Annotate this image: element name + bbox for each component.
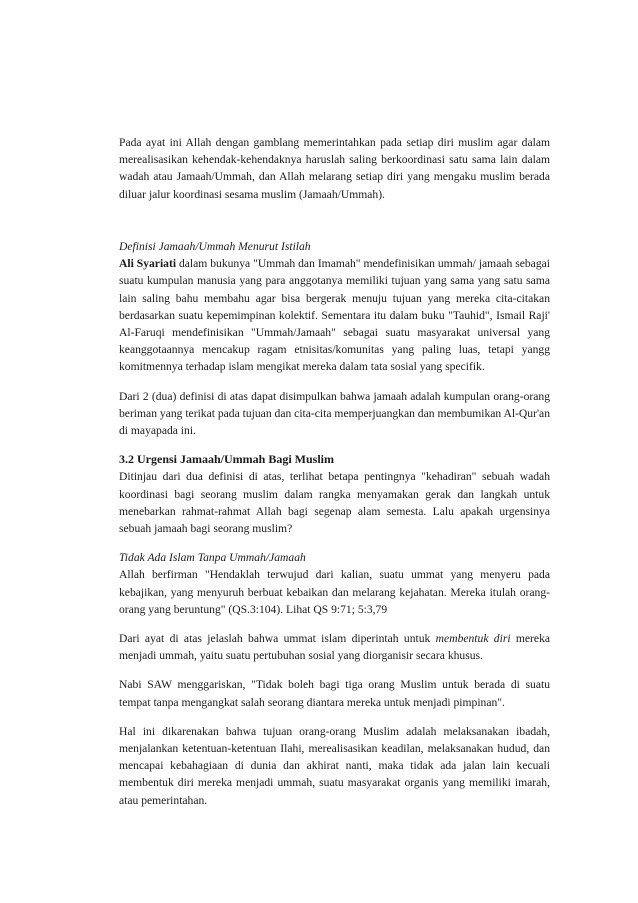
definition-text: dalam bukunya "Ummah dan Imamah" mendefinisikan ummah/ jamaah sebagai suatu kumpulan manusia yang para anggotanya memiliki tujuan yang sama yang satu sama lain saling bahu membahu agar bisa bergerak menuju tujuan yang mereka cita-citakan berdasarkan suatu kepemimpinan kolektif. Sementara itu dalam buku "Tauhid", Ismail Raji' Al-Faruqi mendefinisikan "Ummah/Jamaah" sebagai suatu masyarakat universal yang keanggotaannya mencakup ragam etnisitas/komunitas yang paling luas, tetapi yangg komitmennya terhadap islam mengikat mereka dalam tata sosial yang specifik. (119, 257, 550, 374)
ummah-text-start: Dari ayat di atas jelaslah bahwa ummat islam diperintah untuk (119, 632, 436, 646)
tidak-ada-heading: Tidak Ada Islam Tanpa Ummah/Jamaah (119, 551, 306, 565)
ummah-paragraph (119, 630, 550, 664)
ummah-text-end: mereka menjadi ummah, yaitu suatu pertubuhan sosial yang diorganisir secara khusus. (119, 632, 551, 663)
purpose-paragraph: Hal ini dikarenakan bahwa tujuan orang-orang Muslim adalah melaksanakan ibadah, menjalankan ketentuan-ketentuan Ilahi, merealisasikan keadilan, melaksanakan hudud, dan mencapai kebahagiaan di dunia dan akhirat nanti, maka tidak ada jalan lain kecuali membentuk diri mereka menjadi ummah, suatu masyarakat organis yang memiliki imarah, atau pemerintahan. (119, 724, 550, 807)
intro-section (119, 134, 550, 203)
hadith-paragraph: Nabi SAW menggariskan, "Tidak boleh bagi tiga orang Muslim untuk berada di suatu tempat tanpa mengangkat salah seorang diantara mereka untuk menjadi pimpinan". (119, 678, 550, 709)
conclusion-paragraph: Dari 2 (dua) definisi di atas dapat disimpulkan bahwa jamaah adalah kumpulan orang-orang beriman yang terikat pada tujuan dan cita-cita memperjuangkan dan membumikan Al-Qur'an di mayapada ini. (119, 389, 550, 438)
quran-quote-paragraph: Allah berfirman "Hendaklah terwujud dari kalian, suatu ummat yang menyeru pada kebajikan, yang menyuruh berbuat kebaikan dan melarang kejahatan. Mereka itulah orang-orang yang beruntung" (QS.3:104). Lihat QS 9:71; 5:3,79 (119, 568, 550, 616)
definition-section (119, 238, 550, 809)
author-name: Ali Syariati (119, 257, 177, 271)
ummah-emphasis: membentuk diri (435, 632, 511, 646)
definition-heading: Definisi Jamaah/Ummah Menurut Istilah (119, 240, 311, 253)
intro-paragraph: Pada ayat ini Allah dengan gamblang memerintahkan pada setiap diri muslim agar dalam merealisasikan kehendak-kehendaknya haruslah saling berkoordinasi satu sama lain dalam wadah atau Jamaah/Ummah, dan Allah melarang setiap diri yang mengaku muslim berada diluar jalur koordinasi sesama muslim (Jamaah/Ummah). (119, 136, 550, 201)
urgensi-paragraph: Ditinjau dari dua definisi di atas, terlihat betapa pentingnya "kehadiran" sebuah wadah koordinasi bagi seorang muslim dalam rangka menyamakan gerak dan langkah untuk menebarkan rahmat-rahmat Allah bagi segenap alam semesta. Lalu apakah urgensinya sebuah jamaah bagi seorang muslim? (119, 470, 550, 536)
definition-paragraph (119, 255, 550, 375)
section-title-urgensi: 3.2 Urgensi Jamaah/Ummah Bagi Muslim (119, 452, 335, 467)
